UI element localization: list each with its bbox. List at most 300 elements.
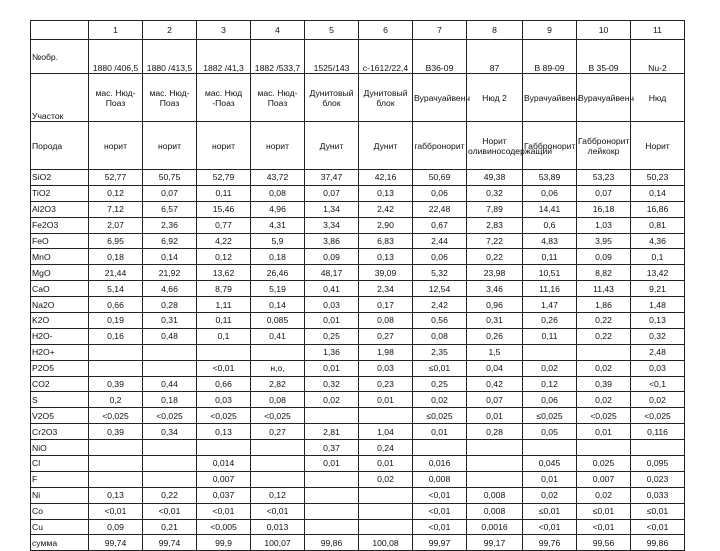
site-cell: Вурачуайвенч	[523, 74, 577, 122]
value-cell: <0,01	[89, 503, 143, 519]
value-cell: 0,025	[577, 456, 631, 472]
value-cell: 0,02	[631, 392, 685, 408]
value-cell: 0,14	[143, 249, 197, 265]
column-number: 2	[143, 21, 197, 40]
sample-number: 1882 /41,3	[197, 40, 251, 74]
value-cell	[467, 440, 523, 456]
value-cell: 1,48	[631, 297, 685, 313]
value-cell: 0,27	[251, 424, 305, 440]
value-cell: 2,81	[305, 424, 359, 440]
value-cell: 0,1	[197, 328, 251, 344]
value-cell: 0,2	[89, 392, 143, 408]
value-cell: <0,025	[577, 408, 631, 424]
component-label: FeO	[31, 233, 89, 249]
table-row	[31, 440, 685, 456]
value-cell: 2,35	[413, 344, 467, 360]
value-cell: 0,14	[631, 185, 685, 201]
value-cell: ≤0,01	[523, 503, 577, 519]
value-cell: 0,32	[467, 185, 523, 201]
value-cell: 50,75	[143, 170, 197, 186]
value-cell: 5,32	[413, 265, 467, 281]
column-number: 8	[467, 21, 523, 40]
value-cell: 0,01	[359, 392, 413, 408]
value-cell: 0,66	[89, 297, 143, 313]
site-cell: мас. Нюд-Поаз	[89, 74, 143, 122]
value-cell: 0,06	[523, 185, 577, 201]
table-row	[31, 360, 685, 376]
value-cell	[251, 344, 305, 360]
value-cell: 21,44	[89, 265, 143, 281]
column-number-row	[31, 21, 685, 40]
value-cell: 0,11	[197, 185, 251, 201]
value-cell: 4,31	[251, 217, 305, 233]
value-cell: 0,48	[143, 328, 197, 344]
value-cell: <0,01	[143, 503, 197, 519]
value-cell	[89, 471, 143, 487]
value-cell: 0,023	[631, 471, 685, 487]
value-cell	[197, 440, 251, 456]
value-cell: 0,02	[413, 392, 467, 408]
value-cell: 0,18	[89, 249, 143, 265]
table-row	[31, 297, 685, 313]
value-cell	[359, 519, 413, 535]
value-cell: <0,025	[197, 408, 251, 424]
value-cell	[143, 471, 197, 487]
value-cell: <0,01	[631, 519, 685, 535]
value-cell: 2,07	[89, 217, 143, 233]
component-label: CaO	[31, 281, 89, 297]
value-cell: 7,22	[467, 233, 523, 249]
value-cell: 0,06	[523, 392, 577, 408]
value-cell: 0,19	[89, 313, 143, 329]
value-cell: <0,025	[89, 408, 143, 424]
value-cell: 42,16	[359, 170, 413, 186]
rock-cell: норит	[143, 122, 197, 170]
value-cell: 0,095	[631, 456, 685, 472]
value-cell: 0,1	[631, 249, 685, 265]
column-number: 7	[413, 21, 467, 40]
value-cell: 0,41	[251, 328, 305, 344]
value-cell: 1,34	[305, 201, 359, 217]
value-cell	[305, 519, 359, 535]
value-cell: 2,48	[631, 344, 685, 360]
value-cell: 26,46	[251, 265, 305, 281]
value-cell: 0,08	[251, 185, 305, 201]
value-cell: 0,0016	[467, 519, 523, 535]
value-cell: 0,13	[359, 185, 413, 201]
value-cell: 3,86	[305, 233, 359, 249]
value-cell: 0,24	[359, 440, 413, 456]
value-cell: 2,36	[143, 217, 197, 233]
value-cell: <0,01	[413, 487, 467, 503]
value-cell: 0,56	[413, 313, 467, 329]
value-cell: 8,82	[577, 265, 631, 281]
value-cell: ≤0,025	[523, 408, 577, 424]
value-cell: 0,39	[89, 376, 143, 392]
value-cell	[89, 344, 143, 360]
value-cell: 100,08	[359, 535, 413, 551]
value-cell: 2,82	[251, 376, 305, 392]
value-cell: 0,01	[305, 313, 359, 329]
rock-cell: Габбронорит	[523, 122, 577, 170]
value-cell: 0,67	[413, 217, 467, 233]
value-cell: 2,42	[359, 201, 413, 217]
value-cell: 0,11	[523, 328, 577, 344]
value-cell: 0,01	[467, 408, 523, 424]
value-cell: 6,57	[143, 201, 197, 217]
value-cell: 12,54	[413, 281, 467, 297]
column-number: 10	[577, 21, 631, 40]
value-cell: 99,74	[143, 535, 197, 551]
value-cell: 0,016	[413, 456, 467, 472]
value-cell: 0,014	[197, 456, 251, 472]
value-cell: 0,08	[413, 328, 467, 344]
sample-number: 1882 /533,7	[251, 40, 305, 74]
value-cell: 50,23	[631, 170, 685, 186]
value-cell: 10,51	[523, 265, 577, 281]
value-cell: 0,31	[143, 313, 197, 329]
value-cell	[197, 344, 251, 360]
value-cell: 0,037	[197, 487, 251, 503]
table-row	[31, 456, 685, 472]
value-cell: 6,92	[143, 233, 197, 249]
row-label: Порода	[31, 122, 89, 170]
table-row	[31, 217, 685, 233]
value-cell: 0,28	[143, 297, 197, 313]
value-cell: <0,01	[197, 503, 251, 519]
site-cell: Дунитовый блок	[359, 74, 413, 122]
value-cell: 0,085	[251, 313, 305, 329]
value-cell: 22,48	[413, 201, 467, 217]
table-row	[31, 313, 685, 329]
table-row	[31, 265, 685, 281]
value-cell: 0,22	[143, 487, 197, 503]
value-cell: 99,86	[631, 535, 685, 551]
value-cell: 0,02	[523, 487, 577, 503]
value-cell	[467, 471, 523, 487]
value-cell: 11,16	[523, 281, 577, 297]
value-cell: 0,66	[197, 376, 251, 392]
value-cell: 0,12	[197, 249, 251, 265]
value-cell: <0,01	[523, 519, 577, 535]
value-cell: 99,86	[305, 535, 359, 551]
rock-cell: Дунит	[305, 122, 359, 170]
component-label: CO2	[31, 376, 89, 392]
value-cell: 0,6	[523, 217, 577, 233]
value-cell: 0,25	[305, 328, 359, 344]
column-number: 9	[523, 21, 577, 40]
table-row	[31, 487, 685, 503]
sample-number: 1525/143	[305, 40, 359, 74]
value-cell	[359, 487, 413, 503]
site-cell: Дунитовый блок	[305, 74, 359, 122]
table-row	[31, 249, 685, 265]
value-cell: 21,92	[143, 265, 197, 281]
value-cell: 0,18	[143, 392, 197, 408]
value-cell: 0,13	[359, 249, 413, 265]
value-cell: 0,03	[631, 360, 685, 376]
value-cell: 23,98	[467, 265, 523, 281]
site-cell: Вурачуайвенч	[577, 74, 631, 122]
column-number: 1	[89, 21, 143, 40]
value-cell	[89, 440, 143, 456]
row-label: Участок	[31, 74, 89, 122]
value-cell: 0,01	[577, 424, 631, 440]
value-cell: 1,86	[577, 297, 631, 313]
value-cell: 14,41	[523, 201, 577, 217]
value-cell: 1,03	[577, 217, 631, 233]
rock-cell: Дунит	[359, 122, 413, 170]
table-row	[31, 392, 685, 408]
value-cell: 0,16	[89, 328, 143, 344]
sample-number: 87	[467, 40, 523, 74]
value-cell: 0,09	[89, 519, 143, 535]
rock-cell: Норит	[631, 122, 685, 170]
component-label: Cu	[31, 519, 89, 535]
value-cell: 50,69	[413, 170, 467, 186]
value-cell: 0,39	[89, 424, 143, 440]
value-cell: 43,72	[251, 170, 305, 186]
site-cell: мас. Нюд -Поаз	[197, 74, 251, 122]
value-cell: 3,46	[467, 281, 523, 297]
value-cell: 1,98	[359, 344, 413, 360]
value-cell: 0,04	[467, 360, 523, 376]
value-cell: 11,43	[577, 281, 631, 297]
component-label: MnO	[31, 249, 89, 265]
value-cell: 0,045	[523, 456, 577, 472]
column-number: 3	[197, 21, 251, 40]
site-cell: мас. Нюд-Поаз	[251, 74, 305, 122]
value-cell: 7,89	[467, 201, 523, 217]
table-row	[31, 535, 685, 551]
value-cell: 0,12	[523, 376, 577, 392]
value-cell: 9,21	[631, 281, 685, 297]
sample-number: 1880 /413,5	[143, 40, 197, 74]
value-cell	[143, 360, 197, 376]
value-cell: 100,07	[251, 535, 305, 551]
value-cell: 0,02	[577, 360, 631, 376]
table-row	[31, 519, 685, 535]
value-cell: н,о,	[251, 360, 305, 376]
sample-number: В 35-09	[577, 40, 631, 74]
value-cell: ≤0,01	[413, 360, 467, 376]
value-cell	[143, 440, 197, 456]
value-cell: 0,013	[251, 519, 305, 535]
value-cell: 0,09	[305, 249, 359, 265]
rock-cell: габбронорит	[413, 122, 467, 170]
component-label: Na2O	[31, 297, 89, 313]
value-cell: 0,01	[413, 424, 467, 440]
value-cell	[251, 471, 305, 487]
value-cell: 0,01	[305, 360, 359, 376]
sample-number-row	[31, 40, 685, 74]
value-cell: 0,03	[359, 360, 413, 376]
rock-cell: Норит оливиносодержащий	[467, 122, 523, 170]
value-cell: 0,07	[577, 185, 631, 201]
site-cell: Вурачуайвенч	[413, 74, 467, 122]
value-cell: 37,47	[305, 170, 359, 186]
value-cell	[413, 440, 467, 456]
value-cell: 49,38	[467, 170, 523, 186]
value-cell: 1,5	[467, 344, 523, 360]
value-cell: <0,025	[631, 408, 685, 424]
value-cell: 5,14	[89, 281, 143, 297]
value-cell: 5,9	[251, 233, 305, 249]
value-cell: 0,07	[305, 185, 359, 201]
sample-number: Nu-2	[631, 40, 685, 74]
component-label: MgO	[31, 265, 89, 281]
value-cell: <0,025	[143, 408, 197, 424]
rock-cell: норит	[197, 122, 251, 170]
value-cell: 1,47	[523, 297, 577, 313]
value-cell: 4,83	[523, 233, 577, 249]
site-cell: мас. Нюд-Поаз	[143, 74, 197, 122]
rock-row	[31, 122, 685, 170]
value-cell: 0,03	[197, 392, 251, 408]
sample-number: В 89-09	[523, 40, 577, 74]
value-cell: 0,25	[413, 376, 467, 392]
value-cell: 0,116	[631, 424, 685, 440]
value-cell	[523, 440, 577, 456]
value-cell: 53,23	[577, 170, 631, 186]
value-cell: 0,08	[251, 392, 305, 408]
component-label: TiO2	[31, 185, 89, 201]
value-cell: 0,11	[197, 313, 251, 329]
component-label: сумма	[31, 535, 89, 551]
rock-cell: норит	[89, 122, 143, 170]
value-cell: 0,22	[467, 249, 523, 265]
value-cell: 0,31	[467, 313, 523, 329]
value-cell: 13,42	[631, 265, 685, 281]
value-cell: 0,37	[305, 440, 359, 456]
component-label: K2O	[31, 313, 89, 329]
value-cell	[143, 344, 197, 360]
value-cell: <0,01	[197, 360, 251, 376]
component-label: Ni	[31, 487, 89, 503]
value-cell: 0,23	[359, 376, 413, 392]
value-cell: 3,95	[577, 233, 631, 249]
component-label: Fe2O3	[31, 217, 89, 233]
value-cell: 0,007	[197, 471, 251, 487]
table-row	[31, 185, 685, 201]
value-cell: 2,90	[359, 217, 413, 233]
value-cell	[631, 440, 685, 456]
value-cell: 99,56	[577, 535, 631, 551]
chemical-composition-table	[30, 20, 685, 551]
value-cell: 53,89	[523, 170, 577, 186]
value-cell	[359, 503, 413, 519]
value-cell: 4,36	[631, 233, 685, 249]
value-cell: 2,83	[467, 217, 523, 233]
value-cell: 0,09	[577, 249, 631, 265]
value-cell: ≤0,01	[631, 503, 685, 519]
value-cell: 16,86	[631, 201, 685, 217]
value-cell: 99,74	[89, 535, 143, 551]
value-cell: <0,01	[577, 519, 631, 535]
value-cell: 99,17	[467, 535, 523, 551]
value-cell	[251, 456, 305, 472]
value-cell: 0,12	[89, 185, 143, 201]
value-cell: 0,02	[523, 360, 577, 376]
value-cell: 2,42	[413, 297, 467, 313]
value-cell: 0,96	[467, 297, 523, 313]
table-row	[31, 408, 685, 424]
value-cell: 3,34	[305, 217, 359, 233]
value-cell: 2,34	[359, 281, 413, 297]
value-cell: <0,01	[413, 519, 467, 535]
value-cell: 0,01	[523, 471, 577, 487]
value-cell: 0,13	[197, 424, 251, 440]
component-label: Al2O3	[31, 201, 89, 217]
value-cell: 0,06	[413, 185, 467, 201]
component-label: Cr2O3	[31, 424, 89, 440]
value-cell: 52,79	[197, 170, 251, 186]
sample-number: с-1612/22,4	[359, 40, 413, 74]
sample-number: В36-09	[413, 40, 467, 74]
value-cell: 0,008	[413, 471, 467, 487]
table-row	[31, 376, 685, 392]
value-cell	[305, 408, 359, 424]
value-cell	[305, 503, 359, 519]
value-cell: ≤0,025	[413, 408, 467, 424]
value-cell: 0,44	[143, 376, 197, 392]
component-label: V2O5	[31, 408, 89, 424]
value-cell: 0,03	[305, 297, 359, 313]
value-cell: 4,66	[143, 281, 197, 297]
corner-cell	[31, 21, 89, 40]
value-cell: 99,9	[197, 535, 251, 551]
value-cell: 7,12	[89, 201, 143, 217]
row-label: №обр.	[31, 40, 89, 74]
value-cell: 5,19	[251, 281, 305, 297]
value-cell: 0,05	[523, 424, 577, 440]
column-number: 4	[251, 21, 305, 40]
value-cell	[143, 456, 197, 472]
column-number: 5	[305, 21, 359, 40]
value-cell: 0,07	[467, 392, 523, 408]
value-cell: 52,77	[89, 170, 143, 186]
value-cell	[251, 440, 305, 456]
value-cell: 13,62	[197, 265, 251, 281]
value-cell: 0,22	[577, 313, 631, 329]
value-cell: 4,96	[251, 201, 305, 217]
value-cell	[89, 360, 143, 376]
table-row	[31, 424, 685, 440]
column-number: 6	[359, 21, 413, 40]
value-cell: 2,44	[413, 233, 467, 249]
value-cell: 48,17	[305, 265, 359, 281]
value-cell: 0,32	[305, 376, 359, 392]
value-cell: 1,11	[197, 297, 251, 313]
site-row	[31, 74, 685, 122]
value-cell	[577, 344, 631, 360]
value-cell: 0,17	[359, 297, 413, 313]
site-cell: Нюд 2	[467, 74, 523, 122]
value-cell: 0,01	[359, 456, 413, 472]
value-cell: 0,06	[413, 249, 467, 265]
value-cell: <0,01	[251, 503, 305, 519]
table-row	[31, 170, 685, 186]
value-cell: 15,46	[197, 201, 251, 217]
component-label: SiO2	[31, 170, 89, 186]
component-label: P2O5	[31, 360, 89, 376]
value-cell: 0,02	[359, 471, 413, 487]
value-cell: 0,13	[631, 313, 685, 329]
value-cell: 0,18	[251, 249, 305, 265]
component-label: Cl	[31, 456, 89, 472]
value-cell	[523, 344, 577, 360]
value-cell: 99,76	[523, 535, 577, 551]
